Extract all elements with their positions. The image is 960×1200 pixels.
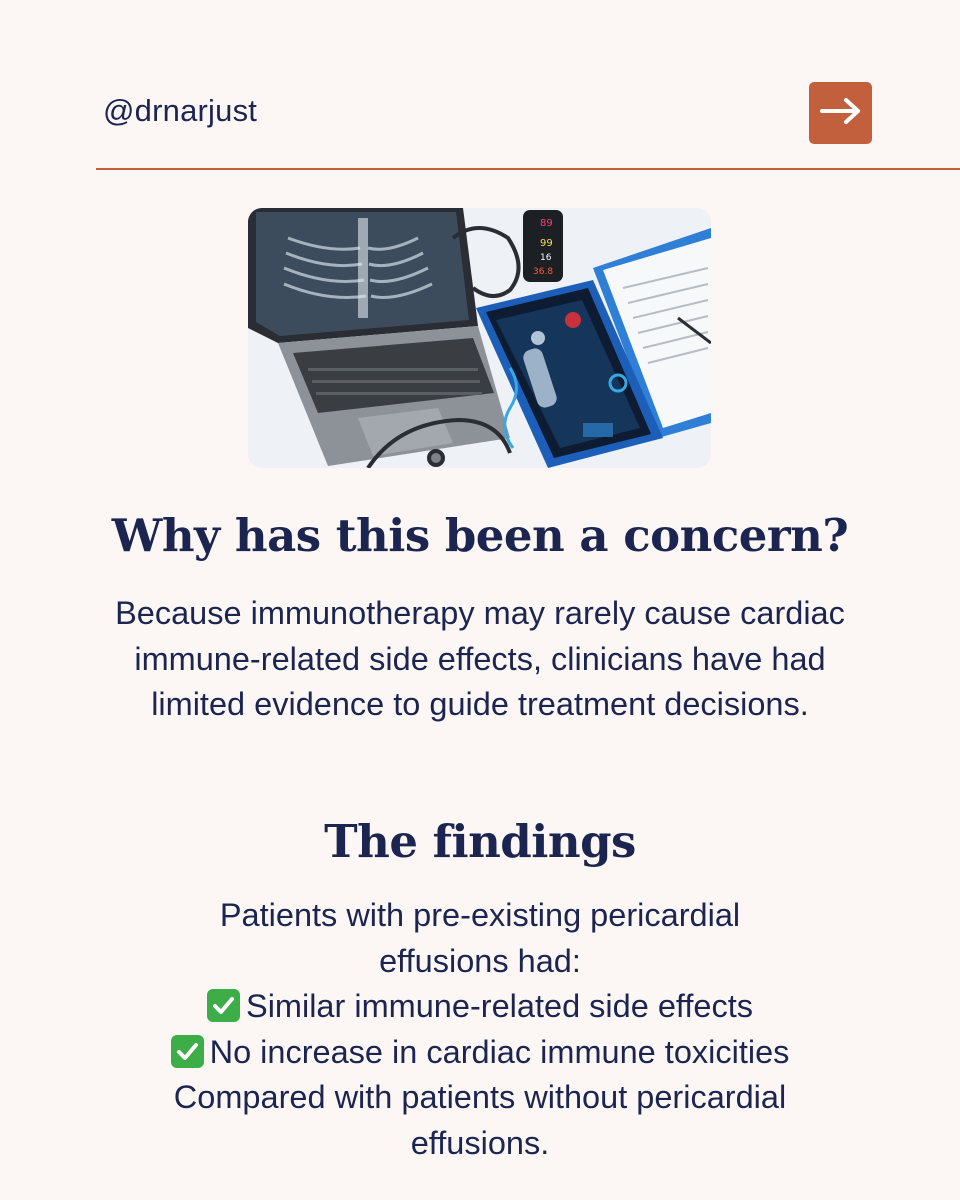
header-divider	[96, 168, 960, 170]
svg-text:89: 89	[540, 218, 553, 229]
concern-body: Because immunotherapy may rarely cause cardiac immune-related side effects, clinicians have had limited evidence to guide treatment decisions.	[115, 595, 845, 722]
concern-heading: Why has this been a concern?	[111, 509, 849, 562]
next-slide-button[interactable]	[809, 82, 872, 144]
svg-text:16: 16	[540, 253, 552, 263]
finding-item-text: Similar immune-related side effects	[246, 988, 753, 1024]
svg-text:36.8: 36.8	[533, 267, 554, 277]
finding-item	[90, 984, 870, 1030]
check-mark-icon	[207, 989, 240, 1022]
account-handle: @drnarjust	[103, 93, 258, 128]
check-mark-icon	[171, 1035, 204, 1068]
finding-item-text: No increase in cardiac immune toxicities	[209, 1033, 790, 1070]
finding-item	[90, 1030, 870, 1076]
findings-outro: Compared with patients without pericardial effusions.	[173, 1079, 787, 1161]
phone-illustration	[523, 210, 563, 282]
svg-text:99: 99	[540, 238, 553, 249]
medical-devices-photo	[248, 208, 711, 468]
findings-heading: The findings	[324, 815, 636, 868]
arrow-right-icon	[818, 96, 864, 131]
findings-body	[90, 893, 870, 1166]
findings-intro: Patients with pre-existing pericardial effusions had:	[219, 897, 741, 979]
